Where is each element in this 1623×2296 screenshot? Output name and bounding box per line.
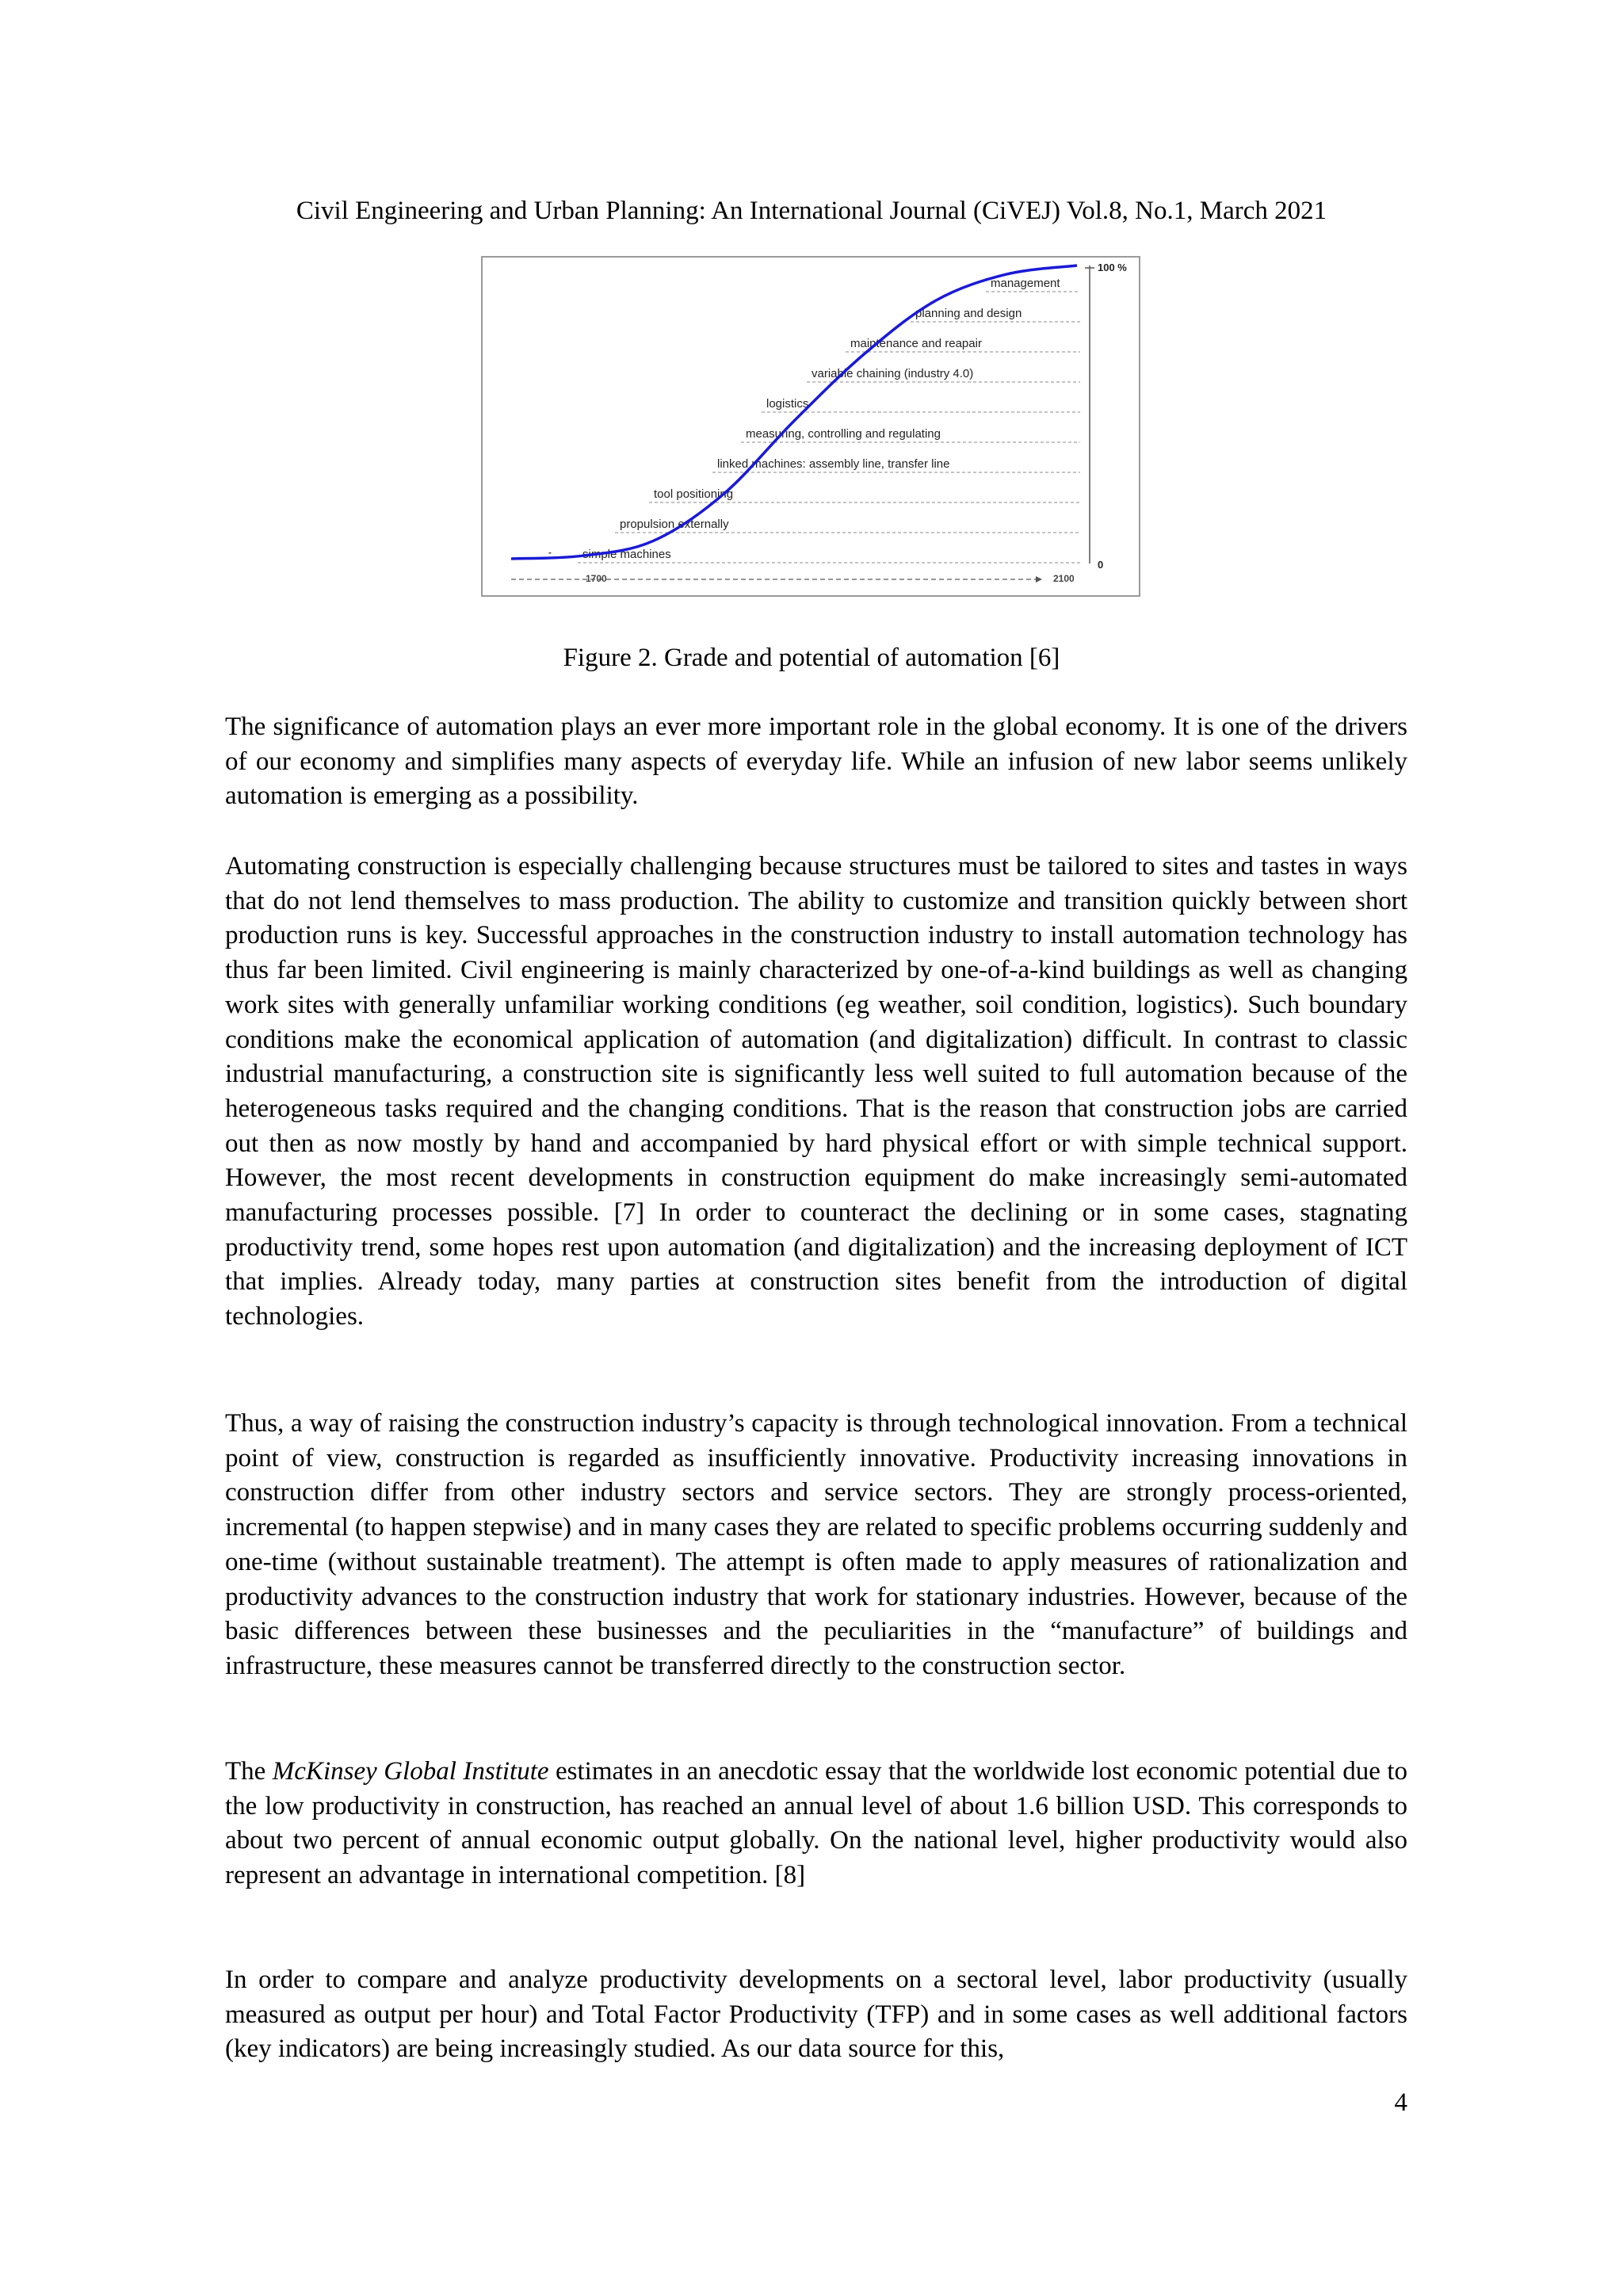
level-label: tool positioning [654,487,734,501]
x-end-label: 2100 [1053,573,1075,584]
level-label: logistics [766,397,809,411]
paragraph-1: The significance of automation plays an ever more important role in the global economy. It is one of the drivers of our economy and simplifies many aspects of everyday life. While an infusion of new labor seems unlikely automation is emerging as a possibility. [225,712,1407,811]
paragraph-2: Automating construction is especially challenging because structures must be tailored to sites and tastes in ways that do not lend themselves to mass production. The ability to customize and transition quickly between short production runs is key. Successful approaches in the construction industry to install automation technology has thus far been limited. Civil engineering is mainly characterized by one-of-a-kind buildings as well as changing work sites with generally unfamiliar working conditions (eg weather, soil condition, logistics). Such boundary conditions make the economical application of automation (and digitalization) difficult. In contrast to classic industrial manufacturing, a construction site is significantly less well suited to full automation because of the heterogeneous tasks required and the changing conditions. That is the reason that construction jobs are carried out then as now mostly by hand and accompanied by hard physical effort or with simple technical support. However, the most recent developments in construction equipment do make increasingly semi-automated manufacturing processes possible. [7] In order to counteract the declining or in some cases, stagnating productivity trend, some hopes rest upon automation (and digitalization) and the increasing deployment of ICT that implies. Already today, many parties at construction sites benefit from the introduction of digital technologies. [225,852,1407,1331]
level-label: planning and design [915,307,1022,320]
x-start-label: 1700 [586,573,607,584]
level-label: simple machines [582,548,671,561]
y-max-label: 100 % [1098,262,1127,273]
running-header: Civil Engineering and Urban Planning: An International Journal (CiVEJ) Vol.8, No.1, March 2021 [296,197,1327,225]
paragraph-4-lead: The [225,1757,273,1786]
mckinsey-name: McKinsey Global Institute [272,1757,549,1786]
figure-border [482,257,1140,596]
paragraph-3: Thus, a way of raising the construction industry’s capacity is through technological innovation. From a technical point of view, construction is regarded as insufficiently innovative. Productivity increasing innovations in construction differ from other industry sectors and service sectors. They are strongly process-oriented, incremental (to happen stepwise) and in many cases they are related to specific problems occurring suddenly and one-time (without sustainable treatment). The attempt is often made to apply measures of rationalization and productivity advances to the construction industry that work for stationary industries. However, because of the basic differences between these businesses and the peculiarities in the “manufacture” of buildings and infrastructure, these measures cannot be transferred directly to the construction sector. [225,1409,1407,1680]
level-label: maintenance and reapair [850,337,982,350]
automation-chart [481,256,1140,597]
automation-figure [481,256,1140,597]
level-label: management [991,277,1060,290]
level-label: propulsion externally [620,518,729,531]
page-number: 4 [1394,2088,1407,2117]
level-label: linked machines: assembly line, transfer line [717,457,950,471]
paragraph-4-body: estimates in an anecdotic essay that the worldwide lost economic potential due to the low productivity in construction, has reached an annual level of about 1.6 billion USD. This corresponds to about two percent of annual economic output globally. On the national level, higher productivity would also represent an advantage in international competition. [8] [225,1757,1407,1890]
level-label: variable chaining (industry 4.0) [812,367,974,380]
curve-start-mark: - [548,547,552,558]
paragraph-5: In order to compare and analyze productivity developments on a sectoral level, labor productivity (usually measured as output per hour) and Total Factor Productivity (TFP) and in some cases as well additional factors (key indicators) are being increasingly studied. As our data source for this, [225,1966,1407,2064]
y-min-label: 0 [1098,559,1104,571]
figure-caption: Figure 2. Grade and potential of automation [6] [563,644,1060,672]
level-label: measuring, controlling and regulating [746,427,941,441]
paragraph-4 [225,1755,1407,1893]
